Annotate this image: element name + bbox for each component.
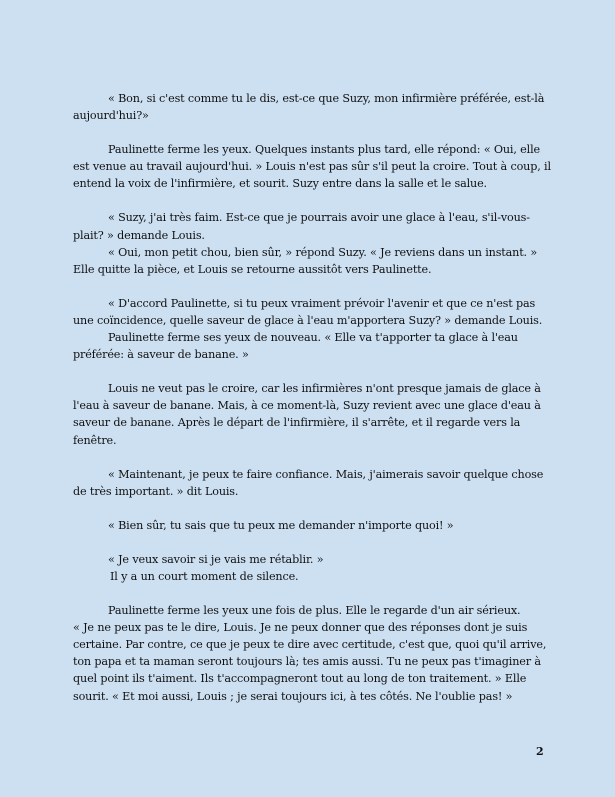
- paragraph: « Je ne peux pas te le dire, Louis. Je ne peux donner que des réponses dont je suis certaine. Par contre, ce que je peux te dire avec certitude, c'est que, quoi qu'il arrive, ton papa et ta maman seront toujours là; tes amis aussi. Tu ne peux pas t'imaginer à quel point ils t'aiment. Ils t'accompagneront tout au long de ton traitement. » Elle sourit. « Et moi aussi, Louis ; je serai toujours ici, à tes côtés. Ne l'oublie pas! »: [73, 621, 547, 703]
- paragraph: « D'accord Paulinette, si tu peux vraiment prévoir l'avenir et que ce n'est pas une coïncidence, quelle saveur de glace à l'eau m'apportera Suzy? » demande Louis.: [73, 296, 543, 327]
- page-number: 2: [536, 745, 544, 758]
- paragraph: « Suzy, j'ai très faim. Est-ce que je pourrais avoir une glace à l'eau, s'il-vous-plait? » demande Louis.: [73, 211, 530, 242]
- paragraph: « Maintenant, je peux te faire confiance. Mais, j'aimerais savoir quelque chose de très important. » dit Louis.: [73, 467, 544, 498]
- paragraph: Louis ne veut pas le croire, car les infirmières n'ont presque jamais de glace à l'eau à saveur de banane. Mais, à ce moment-là, Suzy revient avec une glace d'eau à saveur de banane. Après le départ de l'infirmière, il s'arrête, et il regarde vers la fenêtre.: [73, 382, 541, 447]
- story-text: [73, 90, 553, 705]
- paragraph: « Oui, mon petit chou, bien sûr, » répond Suzy. « Je reviens dans un instant. » Elle quitte la pièce, et Louis se retourne aussitôt vers Paulinette.: [73, 245, 538, 276]
- paragraph: « Bon, si c'est comme tu le dis, est-ce que Suzy, mon infirmière préférée, est-là aujourd'hui?»: [73, 92, 545, 123]
- paragraph: Paulinette ferme les yeux. Quelques instants plus tard, elle répond: « Oui, elle est venue au travail aujourd'hui. » Louis n'est pas sûr s'il peut la croire. Tout à coup, il entend la voix de l'infirmière, et sourit. Suzy entre dans la salle et le salue.: [73, 143, 551, 191]
- paragraph: Il y a un court moment de silence.: [110, 569, 299, 583]
- paragraph: Paulinette ferme les yeux une fois de plus. Elle le regarde d'un air sérieux.: [108, 604, 521, 618]
- paragraph: Paulinette ferme ses yeux de nouveau. « Elle va t'apporter ta glace à l'eau préférée: à saveur de banane. »: [73, 331, 518, 362]
- paragraph: « Je veux savoir si je vais me rétablir. »: [108, 552, 324, 566]
- paragraph: « Bien sûr, tu sais que tu peux me demander n'importe quoi! »: [108, 518, 454, 532]
